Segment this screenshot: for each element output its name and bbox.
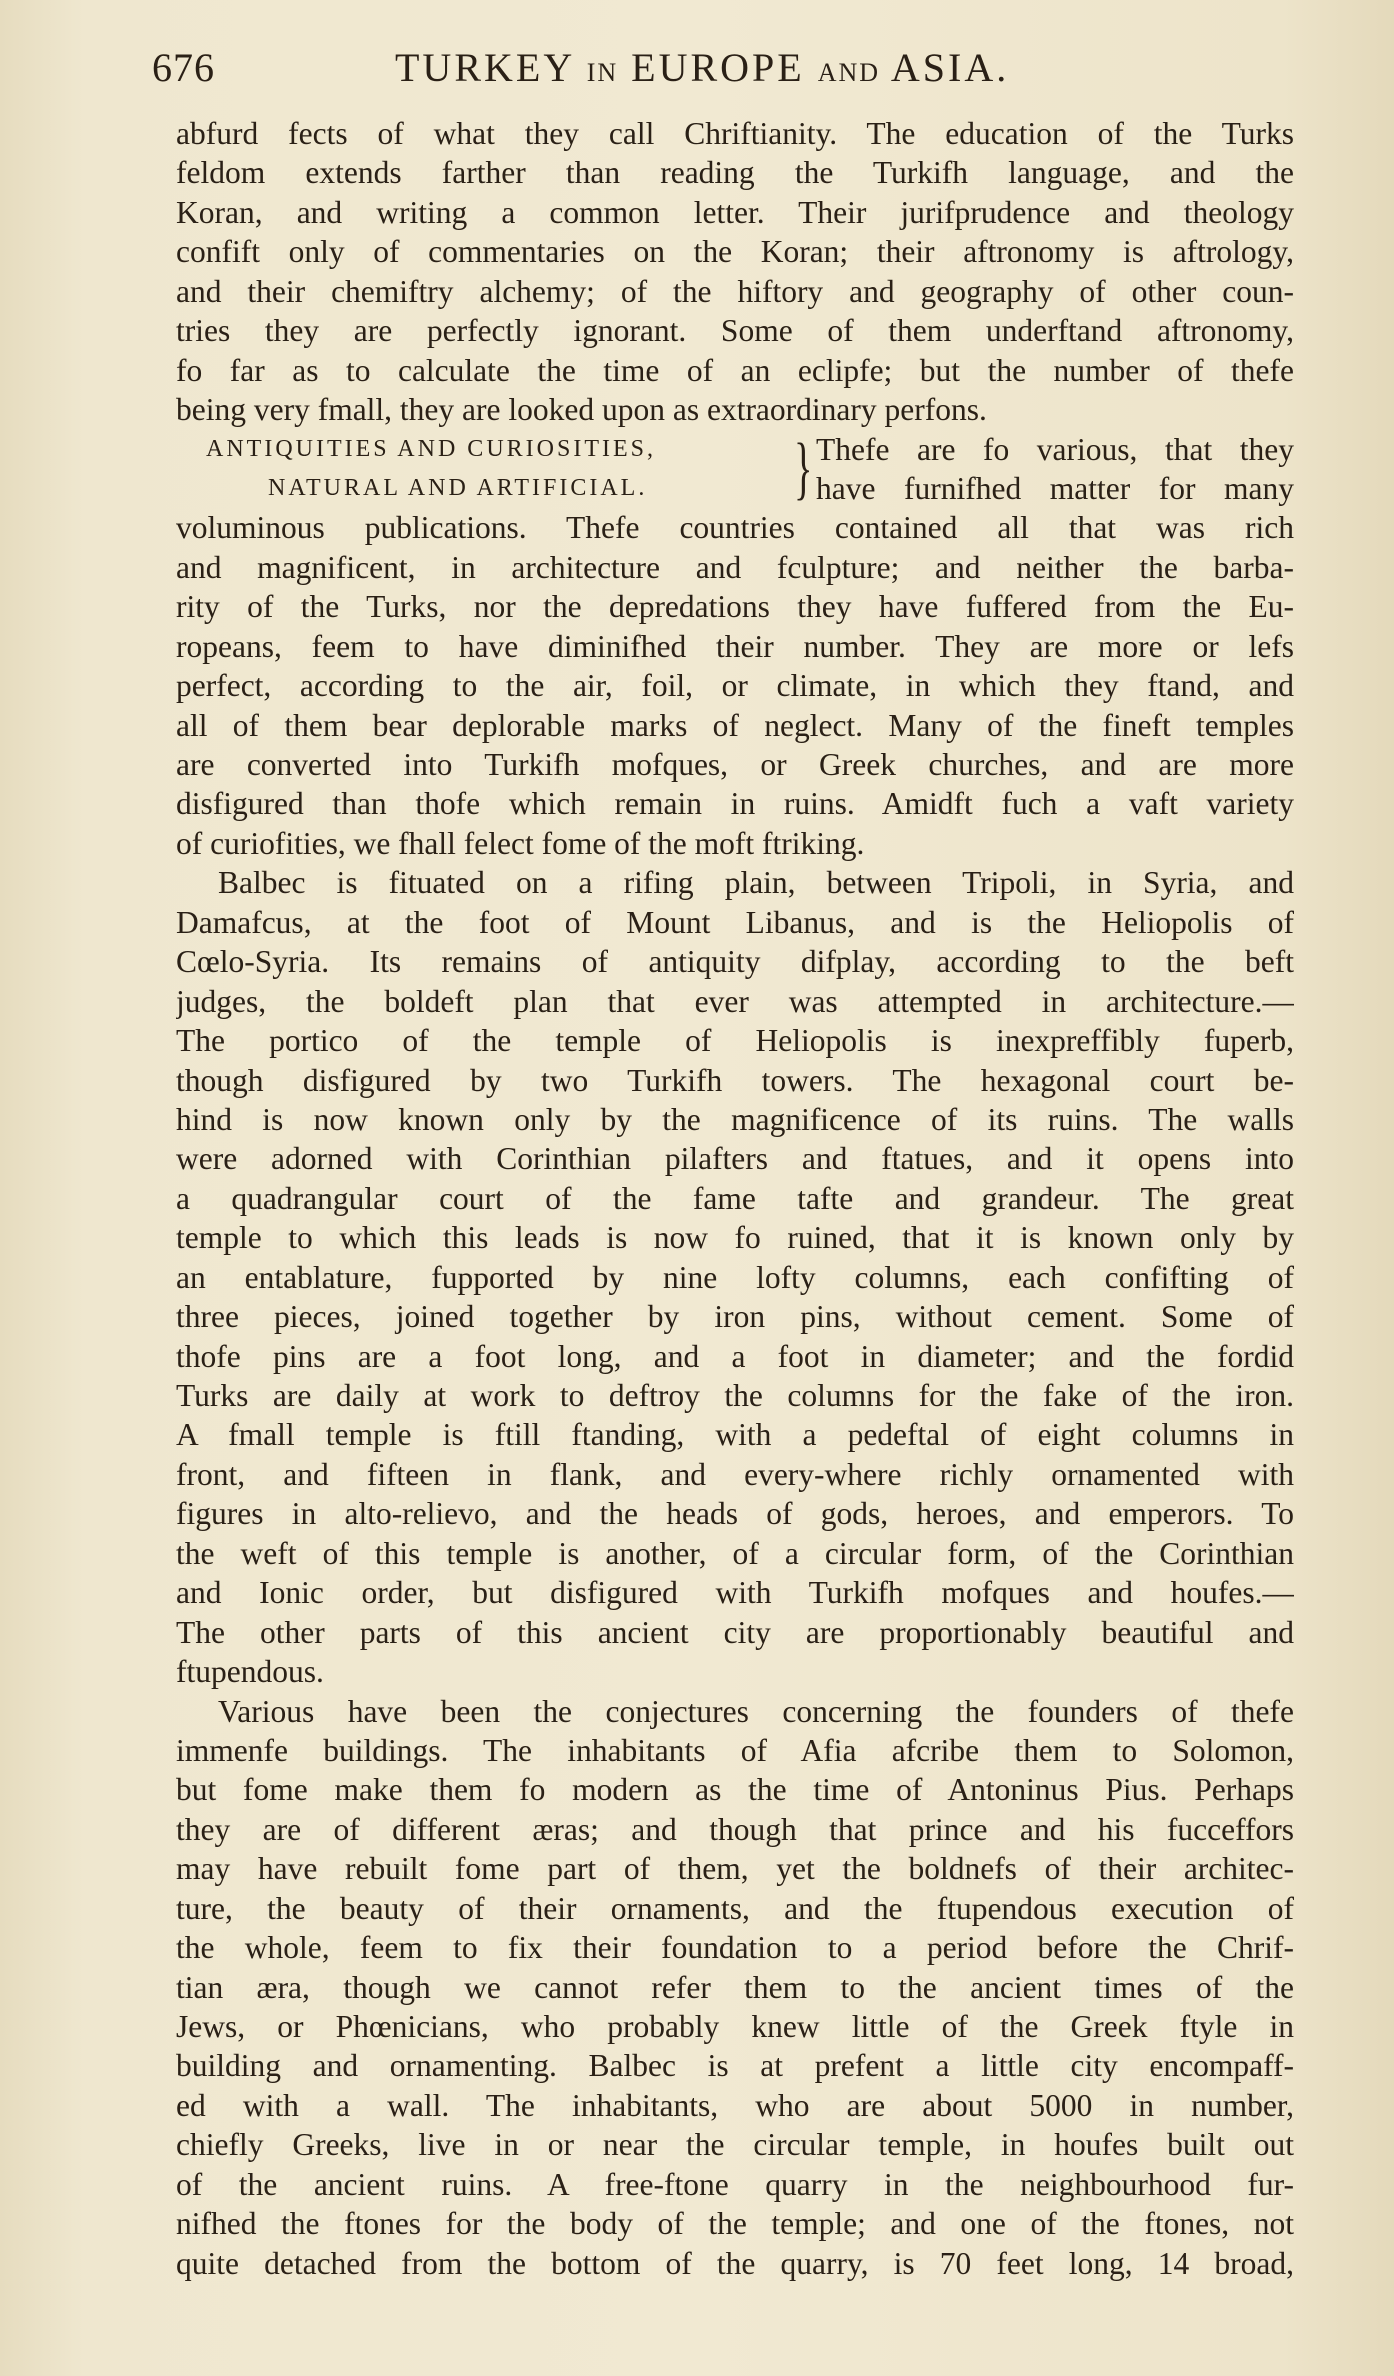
text-line: fo far as to calculate the time of an eclipfe; but the number of thefe bbox=[176, 352, 1294, 388]
text-line: of curiofities, we fhall felect fome of the moft ftriking. bbox=[176, 825, 865, 861]
text-line: Damafcus, at the foot of Mount Libanus, and is the Heliopolis of bbox=[176, 904, 1294, 940]
text-line: three pieces, joined together by iron pins, without cement. Some of bbox=[176, 1299, 1294, 1335]
text-line: being very fmall, they are looked upon as extraordinary perfons. bbox=[176, 392, 987, 428]
title-and: AND bbox=[817, 58, 881, 87]
brace-glyph: } bbox=[794, 429, 813, 507]
title-asia: ASIA. bbox=[890, 45, 1010, 90]
text-line: front, and fifteen in flank, and every-where richly ornamented with bbox=[176, 1456, 1294, 1492]
text-line: The other parts of this ancient city are proportionably beautiful and bbox=[176, 1614, 1294, 1650]
text-line: nifhed the ftones for the body of the temple; and one of the ftones, not bbox=[176, 2206, 1294, 2242]
body-text bbox=[176, 114, 1294, 2283]
text-line: and their chemiftry alchemy; of the hiftory and geography of other coun- bbox=[176, 273, 1294, 309]
heading-run-in-text bbox=[816, 430, 1294, 509]
text-line: tian æra, though we cannot refer them to the ancient times of the bbox=[176, 1969, 1294, 2005]
text-line: and Ionic order, but disfigured with Turkifh mofques and houfes.— bbox=[176, 1575, 1294, 1611]
paragraph-education bbox=[176, 114, 1294, 430]
text-line: but fome make them fo modern as the time of Antoninus Pius. Perhaps bbox=[176, 1772, 1294, 1808]
text-line: abfurd fects of what they call Chriftianity. The education of the Turks bbox=[176, 116, 1294, 151]
text-line: rity of the Turks, nor the depredations they have fuffered from the Eu- bbox=[176, 589, 1294, 625]
text-line: Thefe are fo various, that they bbox=[816, 431, 1294, 467]
text-line: a quadrangular court of the fame tafte and grandeur. The great bbox=[176, 1180, 1294, 1216]
running-title bbox=[395, 44, 1009, 91]
text-line: Balbec is fituated on a rifing plain, between Tripoli, in Syria, and bbox=[218, 865, 1294, 901]
side-heading-line1: ANTIQUITIES AND CURIOSITIES, bbox=[206, 435, 656, 462]
paragraph-balbec bbox=[176, 863, 1294, 1691]
text-line: of the ancient ruins. A free-ftone quarry in the neighbourhood fur- bbox=[176, 2166, 1294, 2202]
text-line: perfect, according to the air, foil, or climate, in which they ftand, and bbox=[176, 668, 1294, 704]
text-line: ftupendous. bbox=[176, 1654, 324, 1690]
text-line: Jews, or Phœnicians, who probably knew little of the Greek ftyle in bbox=[176, 2009, 1294, 2045]
text-line: an entablature, fupported by nine lofty columns, each confifting of bbox=[176, 1259, 1294, 1295]
text-line: Turks are daily at work to deftroy the columns for the fake of the iron. bbox=[176, 1378, 1294, 1414]
title-in: IN bbox=[586, 58, 619, 87]
text-line: figures in alto-relievo, and the heads of gods, heroes, and emperors. To bbox=[176, 1496, 1294, 1532]
text-line: chiefly Greeks, live in or near the circular temple, in houfes built out bbox=[176, 2127, 1294, 2163]
text-line: the weft of this temple is another, of a circular form, of the Corinthian bbox=[176, 1535, 1294, 1571]
text-line: The portico of the temple of Heliopolis is inexpreffibly fuperb, bbox=[176, 1023, 1294, 1059]
paragraph-antiquities bbox=[176, 508, 1294, 863]
title-europe: EUROPE bbox=[631, 45, 805, 90]
text-line: disfigured than thofe which remain in ruins. Amidft fuch a vaft variety bbox=[176, 786, 1294, 822]
text-line: Various have been the conjectures concerning the founders of thefe bbox=[218, 1693, 1294, 1729]
text-line: A fmall temple is ftill ftanding, with a pedeftal of eight columns in bbox=[176, 1417, 1294, 1453]
text-line: and magnificent, in architecture and fculpture; and neither the barba- bbox=[176, 549, 1294, 585]
text-line: temple to which this leads is now fo ruined, that it is known only by bbox=[176, 1220, 1294, 1256]
text-line: they are of different æras; and though that prince and his fucceffors bbox=[176, 1811, 1294, 1847]
page-header bbox=[150, 36, 1310, 96]
title-turkey: TURKEY bbox=[395, 45, 574, 90]
text-line: thofe pins are a foot long, and a foot in diameter; and the fordid bbox=[176, 1338, 1294, 1374]
text-line: immenfe buildings. The inhabitants of Afia afcribe them to Solomon, bbox=[176, 1732, 1294, 1768]
text-line: Koran, and writing a common letter. Their jurifprudence and theology bbox=[176, 194, 1294, 230]
text-line: were adorned with Corinthian pilafters and ftatues, and it opens into bbox=[176, 1141, 1294, 1177]
text-line: feldom extends farther than reading the Turkifh language, and the bbox=[176, 155, 1294, 191]
text-line: confift only of commentaries on the Koran; their aftronomy is aftrology, bbox=[176, 234, 1294, 270]
text-line: all of them bear deplorable marks of neglect. Many of the fineft temples bbox=[176, 707, 1294, 743]
text-line: ture, the beauty of their ornaments, and the ftupendous execution of bbox=[176, 1890, 1294, 1926]
section-heading-antiquities bbox=[176, 430, 1294, 509]
text-line: the whole, feem to fix their foundation to a period before the Chrif- bbox=[176, 1930, 1294, 1966]
side-heading-line2: NATURAL AND ARTIFICIAL. bbox=[268, 474, 648, 501]
text-line: judges, the boldeft plan that ever was attempted in architecture.— bbox=[176, 983, 1294, 1019]
text-line: quite detached from the bottom of the quarry, is 70 feet long, 14 broad, bbox=[176, 2245, 1294, 2281]
text-line: have furnifhed matter for many bbox=[816, 470, 1294, 506]
text-line: Cœlo-Syria. Its remains of antiquity difplay, according to the beft bbox=[176, 944, 1294, 980]
text-line: tries they are perfectly ignorant. Some of them underftand aftronomy, bbox=[176, 313, 1294, 349]
text-line: voluminous publications. Thefe countries contained all that was rich bbox=[176, 510, 1294, 546]
text-line: hind is now known only by the magnificence of its ruins. The walls bbox=[176, 1101, 1294, 1137]
text-line: ropeans, feem to have diminifhed their number. They are more or lefs bbox=[176, 628, 1294, 664]
paragraph-founders bbox=[176, 1692, 1294, 2284]
text-line: though disfigured by two Turkifh towers. The hexagonal court be- bbox=[176, 1062, 1294, 1098]
text-line: are converted into Turkifh mofques, or Greek churches, and are more bbox=[176, 747, 1294, 783]
page-number: 676 bbox=[152, 45, 215, 90]
side-heading bbox=[206, 430, 786, 509]
text-line: may have rebuilt fome part of them, yet the boldnefs of their architec- bbox=[176, 1851, 1294, 1887]
text-line: ed with a wall. The inhabitants, who are about 5000 in number, bbox=[176, 2087, 1294, 2123]
text-line: building and ornamenting. Balbec is at prefent a little city encompaff- bbox=[176, 2048, 1294, 2084]
